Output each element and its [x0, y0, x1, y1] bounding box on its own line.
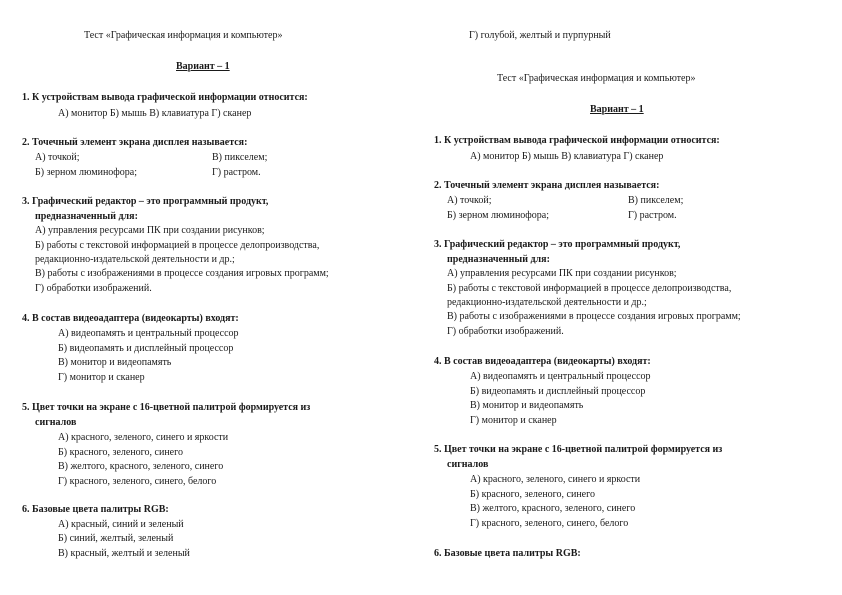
- answer-option: А) точкой;: [447, 195, 492, 206]
- answer-option: В) монитор и видеопамять: [58, 357, 172, 368]
- answer-option: Б) работы с текстовой информацией в процессе делопроизводства,: [447, 283, 732, 294]
- question-5: 5. Цвет точки на экране с 16-цветной палитрой формируется из: [22, 402, 311, 413]
- answer-option: Б) видеопамять и дисплейный процессор: [470, 386, 646, 397]
- question-1: 1. К устройствам вывода графической информации относится:: [22, 92, 308, 103]
- question-3: 3. Графический редактор – это программный продукт,: [434, 239, 681, 250]
- answer-option: В) работы с изображениями в процессе создания игровых программ;: [447, 311, 741, 322]
- answer-option: Б) работы с текстовой информацией в процессе делопроизводства,: [35, 240, 320, 251]
- question-1-options: А) монитор Б) мышь В) клавиатура Г) сканер: [470, 151, 664, 162]
- answer-option: Г) обработки изображений.: [447, 326, 564, 337]
- question-5-cont: сигналов: [447, 459, 489, 470]
- answer-option-cont: редакционно-издательской деятельности и др.;: [447, 297, 647, 308]
- answer-option: А) управления ресурсами ПК при создании рисунков;: [35, 225, 265, 236]
- test-title: Тест «Графическая информация и компьютер»: [497, 73, 696, 84]
- answer-option: В) монитор и видеопамять: [470, 400, 584, 411]
- question-2: 2. Точечный элемент экрана дисплея называется:: [434, 180, 660, 191]
- question-3-cont: предназначенный для:: [447, 254, 550, 265]
- question-1: 1. К устройствам вывода графической информации относится:: [434, 135, 720, 146]
- question-2: 2. Точечный элемент экрана дисплея называется:: [22, 137, 248, 148]
- answer-option: В) пикселем;: [628, 195, 684, 206]
- question-1-options: А) монитор Б) мышь В) клавиатура Г) сканер: [58, 108, 252, 119]
- answer-option: В) желтого, красного, зеленого, синего: [58, 461, 224, 472]
- answer-option: А) управления ресурсами ПК при создании рисунков;: [447, 268, 677, 279]
- question-4: 4. В состав видеоадаптера (видеокарты) входят:: [434, 356, 651, 367]
- answer-option: Б) синий, желтый, зеленый: [58, 533, 174, 544]
- answer-option: Б) красного, зеленого, синего: [58, 447, 183, 458]
- answer-option: В) пикселем;: [212, 152, 268, 163]
- answer-option: А) красного, зеленого, синего и яркости: [470, 474, 641, 485]
- answer-option: В) желтого, красного, зеленого, синего: [470, 503, 636, 514]
- question-6: 6. Базовые цвета палитры RGB:: [22, 504, 169, 515]
- answer-option: Г) растром.: [212, 167, 261, 178]
- answer-option: Г) голубой, желтый и пурпурный: [469, 30, 611, 41]
- answer-option: Г) растром.: [628, 210, 677, 221]
- question-5: 5. Цвет точки на экране с 16-цветной палитрой формируется из: [434, 444, 723, 455]
- answer-option: Б) видеопамять и дисплейный процессор: [58, 343, 234, 354]
- question-3: 3. Графический редактор – это программный продукт,: [22, 196, 269, 207]
- variant-label: Вариант – 1: [590, 104, 644, 115]
- answer-option: А) видеопамять и центральный процессор: [470, 371, 651, 382]
- answer-option: Г) монитор и сканер: [470, 415, 557, 426]
- answer-option: А) красный, синий и зеленый: [58, 519, 184, 530]
- answer-option: Г) обработки изображений.: [35, 283, 152, 294]
- answer-option: В) работы с изображениями в процессе создания игровых программ;: [35, 268, 329, 279]
- answer-option: Г) красного, зеленого, синего, белого: [470, 518, 629, 529]
- answer-option: Г) монитор и сканер: [58, 372, 145, 383]
- answer-option: А) красного, зеленого, синего и яркости: [58, 432, 229, 443]
- answer-option: А) видеопамять и центральный процессор: [58, 328, 239, 339]
- answer-option: Б) красного, зеленого, синего: [470, 489, 595, 500]
- variant-label: Вариант – 1: [176, 61, 230, 72]
- question-5-cont: сигналов: [35, 417, 77, 428]
- question-4: 4. В состав видеоадаптера (видеокарты) входят:: [22, 313, 239, 324]
- answer-option: А) точкой;: [35, 152, 80, 163]
- answer-option: Г) красного, зеленого, синего, белого: [58, 476, 217, 487]
- question-3-cont: предназначенный для:: [35, 211, 138, 222]
- test-title: Тест «Графическая информация и компьютер»: [84, 30, 283, 41]
- answer-option: В) красный, желтый и зеленый: [58, 548, 190, 559]
- answer-option-cont: редакционно-издательской деятельности и др.;: [35, 254, 235, 265]
- answer-option: Б) зерном люминофора;: [35, 167, 138, 178]
- question-6: 6. Базовые цвета палитры RGB:: [434, 548, 581, 559]
- answer-option: Б) зерном люминофора;: [447, 210, 550, 221]
